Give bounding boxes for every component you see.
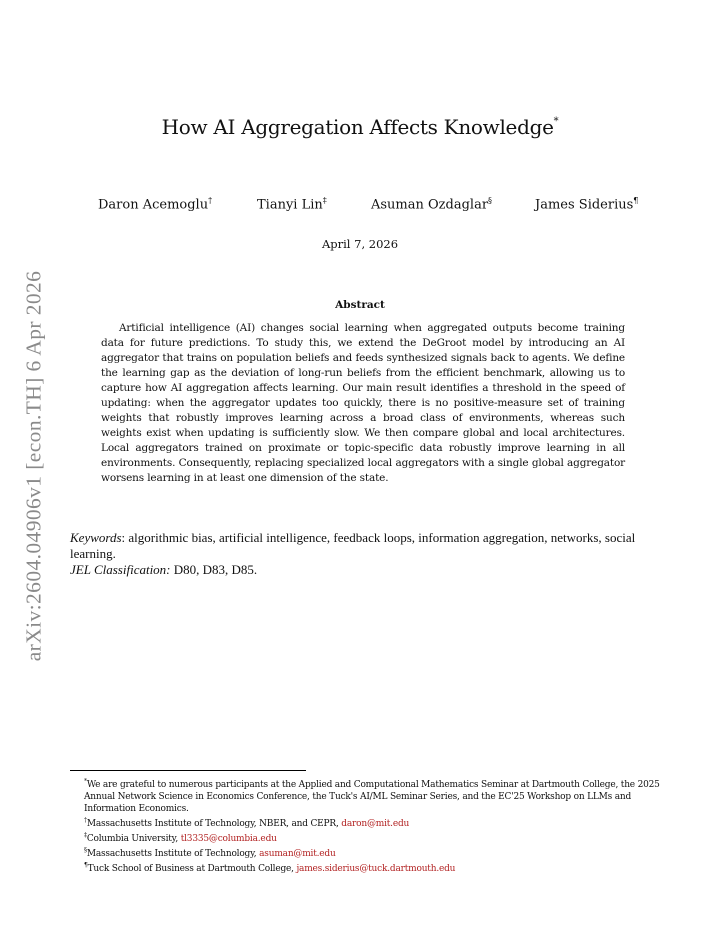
- footnote-rule: [70, 770, 306, 771]
- paper-title-text: How AI Aggregation Affects Knowledge: [161, 115, 554, 139]
- keywords-text: : algorithmic bias, artificial intelligence, feedback loops, information aggregation, networks, social learning.: [70, 530, 636, 561]
- footnote-text: We are grateful to numerous participants at the Applied and Computational Mathematics Seminar at Dartmouth College, the 2025 Annual Network Science in Economics Conference, the Tuck's AI/ML Seminar Series, and the EC'25 Workshop on LLMs and Information Economics.: [84, 780, 660, 814]
- author-mark: ¶: [633, 196, 639, 205]
- email-link[interactable]: daron@mit.edu: [341, 819, 410, 829]
- author-mark: ‡: [322, 196, 327, 205]
- author-name: Asuman Ozdaglar: [371, 197, 489, 213]
- keywords-label: Keywords: [70, 530, 122, 545]
- author-siderius: [535, 196, 638, 212]
- author-acemoglu: [98, 196, 212, 212]
- arxiv-identifier: arXiv:2604.04906v1 [econ.TH] 6 Apr 2026: [21, 270, 46, 662]
- footnote-text: Massachusetts Institute of Technology,: [86, 849, 260, 859]
- footnote-text: Columbia University,: [86, 834, 181, 844]
- email-link[interactable]: james.siderius@tuck.dartmouth.edu: [296, 864, 456, 874]
- author-name: James Siderius: [535, 197, 634, 213]
- publication-date: April 7, 2026: [321, 237, 399, 251]
- footnote-mark: †: [84, 817, 87, 824]
- footnote-affiliation: [70, 830, 660, 845]
- title-footnote-mark: *: [553, 116, 559, 128]
- email-link[interactable]: asuman@mit.edu: [259, 849, 336, 859]
- footnote-mark: ‡: [84, 832, 87, 839]
- keywords-block: [70, 530, 660, 578]
- footnote-affiliation: [70, 815, 660, 830]
- author-name: Daron Acemoglu: [98, 197, 209, 213]
- footnote-text: Massachusetts Institute of Technology, NBER, and CEPR,: [86, 819, 342, 829]
- author-name: Tianyi Lin: [257, 197, 323, 213]
- paper-title: [0, 115, 720, 139]
- footnote-mark: ¶: [84, 862, 88, 869]
- footnote-affiliation: [70, 845, 660, 860]
- abstract-heading: Abstract: [335, 299, 385, 311]
- author-lin: [257, 196, 327, 212]
- author-ozdaglar: [371, 196, 492, 212]
- email-link[interactable]: tl3335@columbia.edu: [180, 834, 277, 844]
- footnote-mark: §: [84, 847, 87, 854]
- footnote-text: Tuck School of Business at Dartmouth College,: [87, 864, 297, 874]
- jel-label: JEL Classification:: [70, 562, 171, 577]
- jel-line: [70, 562, 660, 578]
- keywords-line: [70, 530, 660, 562]
- author-mark: §: [488, 196, 493, 205]
- footnote-affiliation: [70, 860, 660, 875]
- footnote-acknowledgement: [70, 776, 660, 815]
- footnote-mark: *: [84, 778, 87, 785]
- abstract-body: Artificial intelligence (AI) changes social learning when aggregated outputs become training data for future predictions. To study this, we extend the DeGroot model by introducing an AI aggregator that trains on population beliefs and feeds synthesized signals back to agents. We define the learning gap as the deviation of long-run beliefs from the efficient benchmark, allowing us to capture how AI aggregation affects learning. Our main result identifies a threshold in the speed of updating: when the aggregator updates too quickly, there is no positive-measure set of training weights that robustly improves learning across a broad class of environments, whereas such weights exist when updating is sufficiently slow. We then compare global and local architectures. Local aggregators trained on proximate or topic-specific data robustly improve learning in all environments. Consequently, replacing specialized local aggregators with a single global aggregator worsens learning in at least one dimension of the state.: [101, 322, 625, 484]
- author-mark: †: [208, 196, 213, 205]
- footnotes: [70, 776, 660, 875]
- jel-codes: D80, D83, D85.: [170, 562, 258, 577]
